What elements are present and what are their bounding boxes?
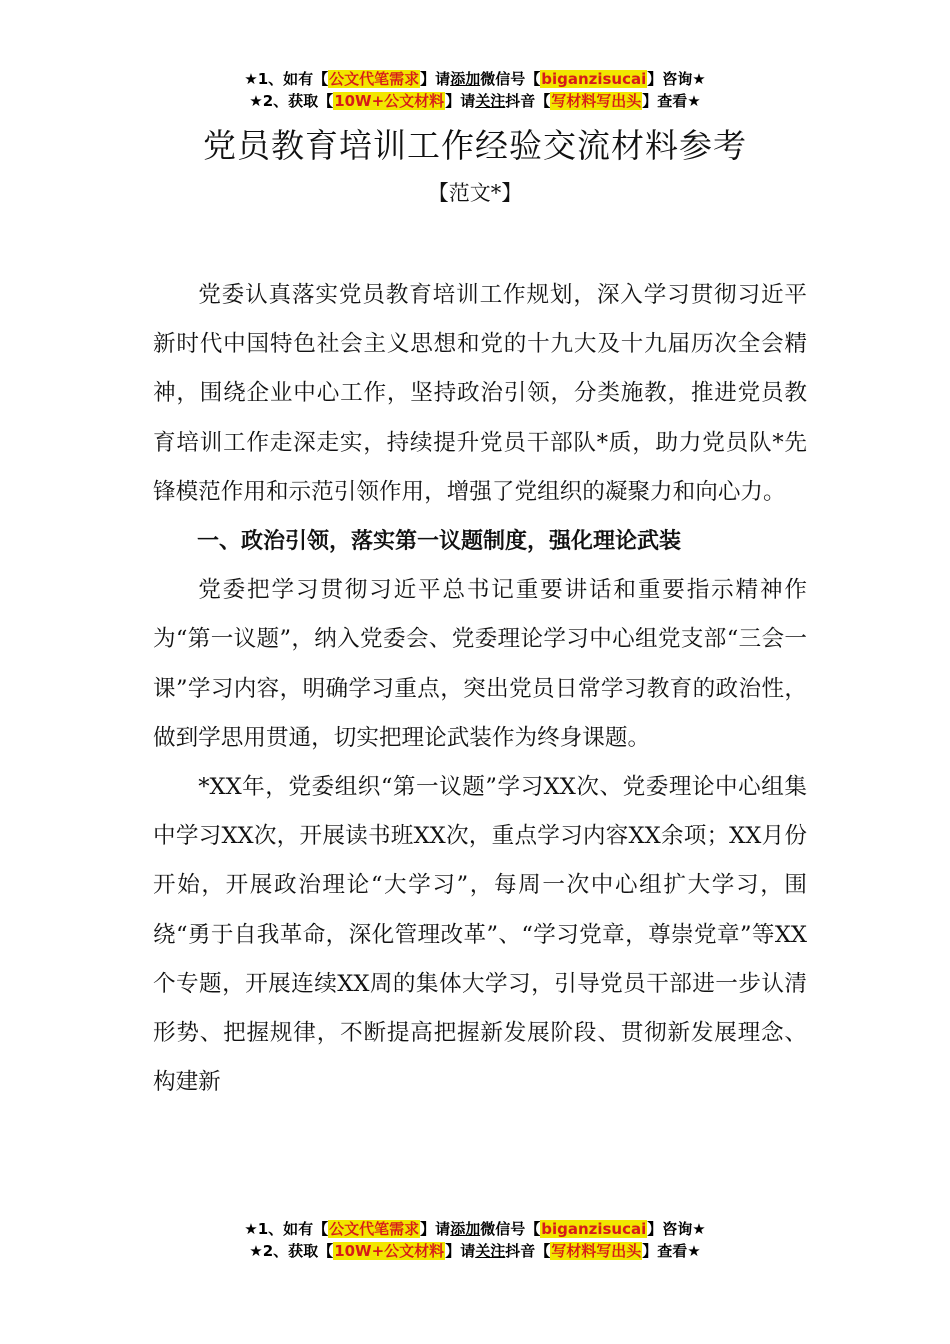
wechat-id-highlight: biganzisucai [541,1220,647,1238]
body-paragraph: *XX年，党委组织“第一议题”学习XX次、党委理论中心组集中学习XX次，开展读书班XX次，重点学习内容XX余项；XX月份开始，开展政治理论“大学习”，每周一次中心组扩大学习，围绕“勇于自我革命，深化管理改革”、“学习党章，尊崇党章”等XX个专题，开展连续XX周的集体大学习，引导党员干部进一步认清形势、把握规律，不断提高把握新发展阶段、贯彻新发展理念、构建新 [153,774,807,1096]
service-highlight: 公文代笔需求 [329,1220,420,1238]
footer-notice [0,1218,950,1262]
body-paragraph: 党委把学习贯彻习近平总书记重要讲话和重要指示精神作为“第一议题”，纳入党委会、党委理论学习中心组党支部“三会一课”学习内容，明确学习重点，突出党员日常学习教育的政治性，做到学思用贯通，切实把理论武装作为终身课题。 [153,577,807,751]
header-notice-line-2: ★2、获取【10W+公文材料】请关注抖音【写材料写出头】查看★ [249,92,701,110]
douyin-id-highlight: 写材料写出头 [551,92,642,110]
section-heading-1: 一、政治引领，落实第一议题制度，强化理论武装 [197,529,682,555]
footer-notice-line-1: ★1、如有【公文代笔需求】请添加微信号【biganzisucai】咨询★ [244,1220,706,1238]
intro-paragraph: 党委认真落实党员教育培训工作规划，深入学习贯彻习近平新时代中国特色社会主义思想和党的十九大及十九届历次全会精神，围绕企业中心工作，坚持政治引领，分类施教，推进党员教育培训工作走深走实，持续提升党员干部队*质，助力党员队*先锋模范作用和示范引领作用，增强了党组织的凝聚力和向心力。 [153,282,807,505]
document-body [153,271,807,1107]
material-highlight: 10W+公文材料 [334,1242,445,1260]
header-notice-line-1: ★1、如有【公文代笔需求】请添加微信号【biganzisucai】咨询★ [244,70,706,88]
douyin-id-highlight: 写材料写出头 [551,1242,642,1260]
footer-notice-line-2: ★2、获取【10W+公文材料】请关注抖音【写材料写出头】查看★ [249,1242,701,1260]
material-highlight: 10W+公文材料 [334,92,445,110]
header-notice [0,68,950,112]
document-subtitle: 【范文*】 [427,181,523,205]
service-highlight: 公文代笔需求 [329,70,420,88]
wechat-id-highlight: biganzisucai [541,70,647,88]
document-title: 党员教育培训工作经验交流材料参考 [203,126,747,165]
